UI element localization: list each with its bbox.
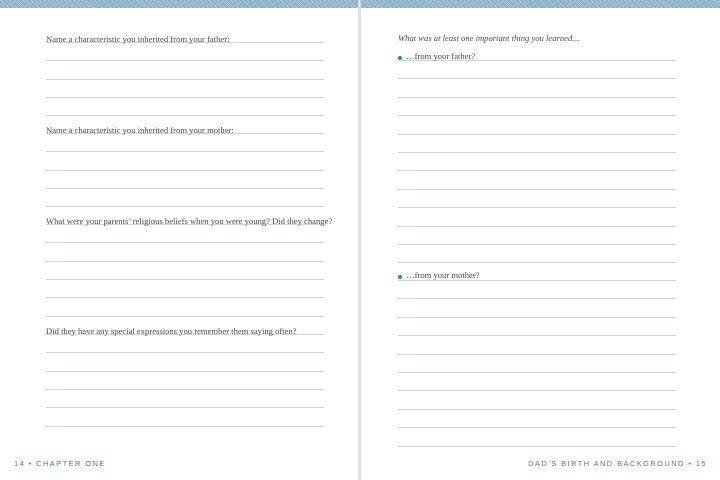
right-folio: DAD’S BIRTH AND BACKGROUND • 15 bbox=[528, 459, 707, 468]
writing-line bbox=[398, 262, 676, 263]
writing-line bbox=[46, 426, 324, 427]
writing-line bbox=[398, 427, 676, 428]
writing-line bbox=[398, 354, 676, 355]
writing-line bbox=[46, 261, 324, 262]
writing-line bbox=[398, 244, 676, 245]
writing-line bbox=[398, 298, 676, 299]
writing-line bbox=[46, 60, 324, 61]
writing-line bbox=[398, 372, 676, 373]
writing-line bbox=[398, 134, 676, 135]
writing-line bbox=[398, 207, 676, 208]
writing-line bbox=[398, 317, 676, 318]
writing-line bbox=[398, 226, 676, 227]
writing-line bbox=[398, 446, 676, 447]
writing-line bbox=[398, 152, 676, 153]
writing-line bbox=[46, 188, 324, 189]
writing-line bbox=[46, 316, 324, 317]
writing-line bbox=[398, 280, 676, 281]
item-from-father: …from your father? bbox=[406, 51, 476, 61]
prompt-father-trait: Name a characteristic you inherited from your father: bbox=[46, 34, 230, 44]
writing-line bbox=[46, 389, 324, 390]
item-from-mother: …from your mother? bbox=[406, 270, 480, 280]
bullet-mother bbox=[398, 275, 402, 279]
prompt-religious-beliefs: What were your parents’ religious beliefs when you were young? Did they change? bbox=[46, 216, 333, 226]
writing-line bbox=[46, 115, 324, 116]
writing-line bbox=[46, 352, 324, 353]
bullet-father bbox=[398, 56, 402, 60]
right-page bbox=[361, 8, 719, 480]
writing-line bbox=[398, 115, 676, 116]
writing-line bbox=[46, 279, 324, 280]
writing-line bbox=[398, 170, 676, 171]
writing-line bbox=[46, 297, 324, 298]
left-page bbox=[0, 8, 358, 480]
prompt-mother-trait: Name a characteristic you inherited from your mother: bbox=[46, 125, 234, 135]
writing-line bbox=[398, 390, 676, 391]
writing-line bbox=[46, 170, 324, 171]
writing-line bbox=[46, 206, 324, 207]
left-folio: 14 • CHAPTER ONE bbox=[14, 459, 106, 468]
right-intro: What was at least one important thing you learned… bbox=[398, 33, 580, 43]
writing-line bbox=[46, 97, 324, 98]
writing-line bbox=[46, 371, 324, 372]
writing-line bbox=[398, 189, 676, 190]
prompt-special-expressions: Did they have any special expressions you remember them saying often? bbox=[46, 326, 297, 336]
writing-line bbox=[398, 97, 676, 98]
writing-line bbox=[46, 151, 324, 152]
writing-line bbox=[46, 242, 324, 243]
writing-line bbox=[46, 407, 324, 408]
writing-line bbox=[398, 335, 676, 336]
writing-line bbox=[398, 78, 676, 79]
writing-line bbox=[398, 409, 676, 410]
writing-line bbox=[46, 79, 324, 80]
